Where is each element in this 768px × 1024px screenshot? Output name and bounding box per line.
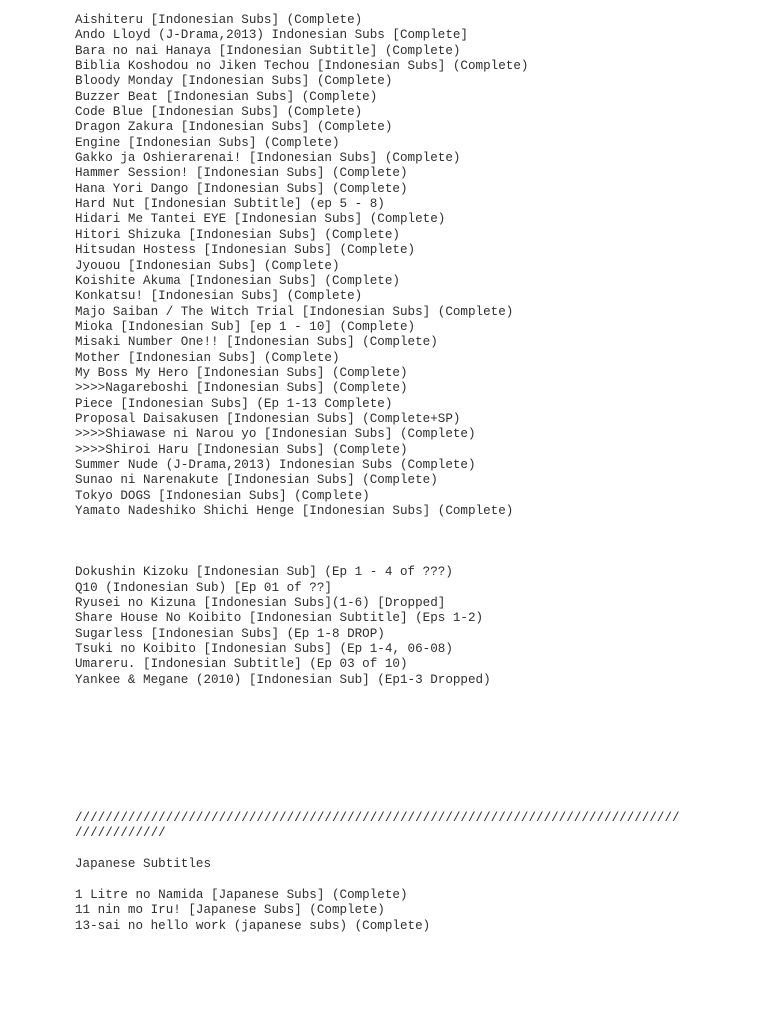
list-item: Hammer Session! [Indonesian Subs] (Complete) (75, 166, 408, 181)
list-item: Hidari Me Tantei EYE [Indonesian Subs] (Complete) (75, 212, 446, 227)
spacer (75, 842, 748, 857)
spacer (75, 872, 748, 887)
list-item: Proposal Daisakusen [Indonesian Subs] (Complete+SP) (75, 411, 461, 426)
list-item: Hitsudan Hostess [Indonesian Subs] (Complete) (75, 243, 416, 258)
list-item: Konkatsu! [Indonesian Subs] (Complete) (75, 289, 363, 304)
separator-line: //////////// (75, 826, 166, 841)
list-item: Q10 (Indonesian Sub) [Ep 01 of ??] (75, 580, 332, 595)
list-item: 1 Litre no Namida [Japanese Subs] (Complete) (75, 887, 408, 902)
list-item: Jyouou [Indonesian Subs] (Complete) (75, 258, 340, 273)
list-item: Dokushin Kizoku [Indonesian Sub] (Ep 1 - 4 of ???) (75, 565, 453, 580)
list-item: Ryusei no Kizuna [Indonesian Subs](1-6) [Dropped] (75, 596, 446, 611)
list-item: Biblia Koshodou no Jiken Techou [Indonesian Subs] (Complete) (75, 59, 529, 74)
list-item: Bloody Monday [Indonesian Subs] (Complete) (75, 74, 393, 89)
list-item: 11 nin mo Iru! [Japanese Subs] (Complete) (75, 903, 385, 918)
list-item: >>>>Shiawase ni Narou yo [Indonesian Subs] (Complete) (75, 427, 476, 442)
list-item: Mioka [Indonesian Sub] [ep 1 - 10] (Complete) (75, 319, 416, 334)
list-item: Yamato Nadeshiko Shichi Henge [Indonesian Subs] (Complete) (75, 504, 514, 518)
list-item: Code Blue [Indonesian Subs] (Complete) (75, 105, 363, 120)
spacer (75, 688, 748, 811)
list-item: Share House No Koibito [Indonesian Subtitle] (Eps 1-2) (75, 611, 484, 626)
list-item: Dragon Zakura [Indonesian Subs] (Complete) (75, 120, 393, 135)
list-item: Mother [Indonesian Subs] (Complete) (75, 350, 340, 365)
list-item: Piece [Indonesian Subs] (Ep 1-13 Complete) (75, 396, 393, 411)
list-item: Misaki Number One!! [Indonesian Subs] (Complete) (75, 335, 438, 350)
list-item: Sunao ni Narenakute [Indonesian Subs] (Complete) (75, 473, 438, 488)
ongoing-subs-list (75, 565, 748, 688)
list-item: 13-sai no hello work (japanese subs) (Complete) (75, 918, 431, 933)
list-item: Umareru. [Indonesian Subtitle] (Ep 03 of 10) (75, 657, 408, 672)
list-item: Majo Saiban / The Witch Trial [Indonesian Subs] (Complete) (75, 304, 514, 319)
list-item: Hitori Shizuka [Indonesian Subs] (Complete) (75, 227, 400, 242)
list-item: Hana Yori Dango [Indonesian Subs] (Complete) (75, 181, 408, 196)
list-item: Koishite Akuma [Indonesian Subs] (Complete) (75, 273, 400, 288)
separator (75, 811, 748, 842)
spacer (75, 519, 748, 565)
list-item: Yankee & Megane (2010) [Indonesian Sub] (Ep1-3 Dropped) (75, 672, 491, 687)
list-item: >>>>Shiroi Haru [Indonesian Subs] (Complete) (75, 442, 408, 457)
list-item: >>>>Nagareboshi [Indonesian Subs] (Complete) (75, 381, 408, 396)
list-item: Hard Nut [Indonesian Subtitle] (ep 5 - 8) (75, 197, 385, 212)
list-item: Sugarless [Indonesian Subs] (Ep 1-8 DROP) (75, 626, 385, 641)
list-item: Buzzer Beat [Indonesian Subs] (Complete) (75, 89, 378, 104)
list-item: Gakko ja Oshierarenai! [Indonesian Subs] (Complete) (75, 151, 461, 166)
list-item: Bara no nai Hanaya [Indonesian Subtitle] (Complete) (75, 43, 461, 58)
completed-subs-list (75, 13, 748, 519)
list-item: Aishiteru [Indonesian Subs] (Complete) (75, 13, 363, 27)
list-item: Ando Lloyd (J-Drama,2013) Indonesian Subs [Complete] (75, 28, 468, 43)
list-item: Summer Nude (J-Drama,2013) Indonesian Subs (Complete) (75, 457, 476, 472)
list-item: Tsuki no Koibito [Indonesian Subs] (Ep 1-4, 06-08) (75, 642, 453, 657)
list-item: Tokyo DOGS [Indonesian Subs] (Complete) (75, 488, 370, 503)
japanese-subs-list (75, 888, 748, 934)
list-item: Engine [Indonesian Subs] (Complete) (75, 135, 340, 150)
list-item: My Boss My Hero [Indonesian Subs] (Complete) (75, 365, 408, 380)
section-heading: Japanese Subtitles (75, 857, 212, 872)
separator-line: //////////////////////////////////////////////////////////////////////////////// (75, 811, 680, 826)
